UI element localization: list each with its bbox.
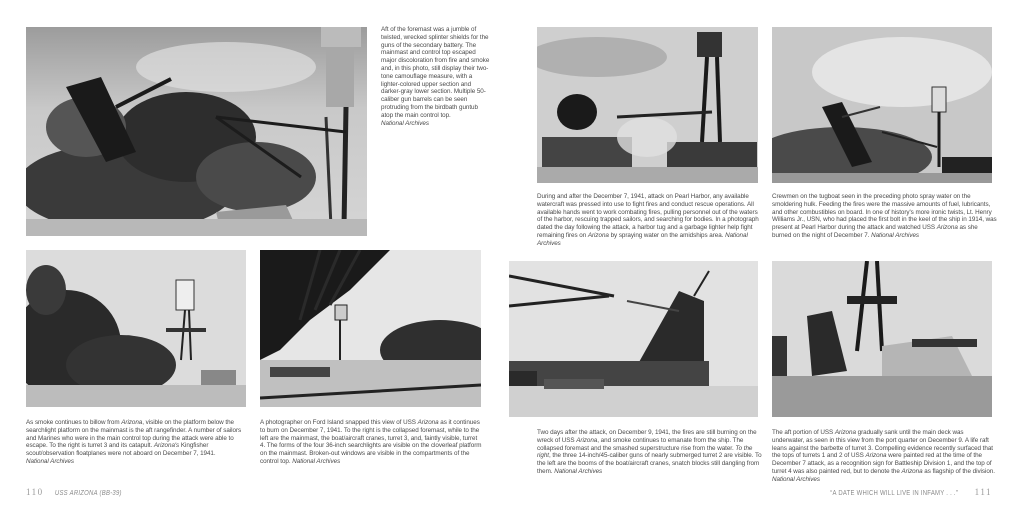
- caption-text: The aft portion of USS: [772, 429, 835, 436]
- photo-credit: National Archives: [554, 467, 603, 475]
- right-page: [510, 0, 1020, 508]
- caption-italic: Arizona: [417, 419, 439, 426]
- caption-text: as it continues to burn on December 7, 1941. To the right is the collapsed foremast, while to the left are the mainmast, the boat/aircraft cranes, turret 3, and, faintly visible, turret 4. The forms of the four 36-inch searchlights are visible on the cloverleaf platform on the mainmast. Broken-out windows are visible in the compartments of the control top.: [260, 419, 482, 465]
- running-head: “A DATE WHICH WILL LIVE IN INFAMY . . .”: [829, 490, 958, 497]
- caption-italic: Arizona: [901, 467, 923, 475]
- photo-ford-island-view-image: [260, 250, 481, 407]
- page-number: 111: [974, 487, 992, 497]
- caption-text: were painted red at the time of the December 7 attack, as a recognition sign for Battleship Division 1, and the top of turret 4 was also painted red, but to denote the: [772, 452, 992, 475]
- caption-text: , visible on the platform below the searchlight platform on the mainmast is the aft rangefinder. A number of sailors and Marines who were in the main control top during the attack were able to escape. To the right is turret 3 and its catapult.: [26, 419, 242, 450]
- caption-italic: Arizona: [587, 231, 609, 239]
- photo-december-9-wreck-image: [509, 261, 758, 417]
- caption-aft-portion: [772, 429, 997, 484]
- photo-foremast-collapse: [26, 27, 367, 236]
- caption-italic: Arizona: [865, 452, 887, 460]
- photo-harbor-tug: [537, 27, 758, 183]
- photo-credit: National Archives: [26, 457, 74, 465]
- photo-ford-island-view: [260, 250, 481, 407]
- caption-december-9-wreck: [537, 429, 762, 476]
- photo-december-9-wreck: [509, 261, 758, 417]
- photo-aft-portion: [772, 261, 992, 417]
- caption-text: as flagship of the division.: [922, 467, 995, 475]
- photo-credit: National Archives: [381, 119, 429, 127]
- caption-text: Aft of the foremast was a jumble of twisted, wrecked splinter shields for the guns of the secondary battery. The mainmast and control top escaped major discoloration from fire and smoke and, in this photo, still display their two-tone camouflage measure, with a lighter-colored upper section and darker-gray lower section. Multiple 50-caliber gun barrels can be seen protruding from the birdbath guntub atop the main control top.: [381, 26, 490, 119]
- caption-text: Kingfisher scout/observation floatplanes were not aboard on December 7, 1941.: [26, 442, 216, 458]
- page-number: 110: [26, 487, 44, 497]
- photo-credit: National Archives: [537, 231, 748, 247]
- caption-text: , the three 14-inch/45-caliber guns of nearly submerged turret 2 are visible. To the left are the booms of the boat/aircraft cranes, snatch blocks still dangling from them.: [537, 452, 762, 475]
- caption-text: gradually sank until the main deck was underwater, as seen in this view from the port quarter on December 9. A life raft leans against the barbette of turret 3. Compelling evidence recently surfaced that the tops of turrets 1 and 2 of USS: [772, 429, 993, 460]
- caption-text: As smoke continues to billow from: [26, 419, 122, 426]
- caption-text: During and after the December 7, 1941, attack on Pearl Harbor, any available watercraft was pressed into use to fight fires and conduct rescue operations. All available hands went to work combating fires, pulling personnel out of the waters of the harbor, rescuing trapped sailors, and searching for bodies. In a photograph dated the day following the attack, a harbor tug and a garbage lighter help fight remaining fires on: [537, 193, 759, 239]
- caption-italic: Arizona: [121, 419, 143, 426]
- photo-foremast-collapse-image: [26, 27, 367, 236]
- photo-tugboat-spray: [772, 27, 992, 183]
- caption-text: , and smoke continues to emanate from the ship. The collapsed foremast and the smashed superstructure rise from the water.: [537, 436, 744, 452]
- running-head: USS ARIZONA (BB-39): [55, 490, 123, 497]
- caption-text: as she burned on the night of December 7.: [772, 224, 978, 239]
- caption-italic: Arizona's: [153, 442, 180, 450]
- photo-credit: National Archives: [772, 475, 820, 483]
- caption-ford-island-view: [260, 419, 482, 466]
- photo-harbor-tug-image: [537, 27, 758, 183]
- photo-aft-portion-image: [772, 261, 992, 417]
- photo-credit: National Archives: [871, 231, 919, 239]
- caption-italic: Arizona: [834, 429, 856, 436]
- photo-tugboat-spray-image: [772, 27, 992, 183]
- caption-smoke-billow: [26, 419, 248, 466]
- caption-text: Two days after the attack, on December 9, 1941, the fires are still burning on the wreck of USS: [537, 429, 757, 444]
- caption-text: by spraying water on the amidships area.: [608, 231, 724, 239]
- caption-harbor-tug: [537, 193, 762, 248]
- photo-credit: National Archives: [292, 457, 341, 465]
- right-page-footer: [819, 487, 992, 497]
- caption-italic: Arizona: [936, 224, 958, 232]
- caption-italic: To the right: [537, 444, 753, 460]
- caption-tugboat-spray: [772, 193, 997, 240]
- caption-text: Crewmen on the tugboat seen in the preceding photo spray water on the smoldering hulk. Feeding the fires were the massive amounts of fuel, lubricants, and other combustibles on board. In one of history's more ironic twists, Lt. Henry Williams Jr., USN, who had placed the first bolt in the keel of the ship in 1914, was present at Pearl Harbor during the attack and watched USS: [772, 193, 997, 232]
- photo-smoke-billow-image: [26, 250, 246, 407]
- photo-smoke-billow: [26, 250, 246, 407]
- caption-foremast-collapse: [381, 26, 491, 127]
- caption-text: A photographer on Ford Island snapped this view of USS: [260, 419, 418, 426]
- left-page-footer: [26, 487, 128, 497]
- caption-italic: Arizona: [576, 436, 598, 444]
